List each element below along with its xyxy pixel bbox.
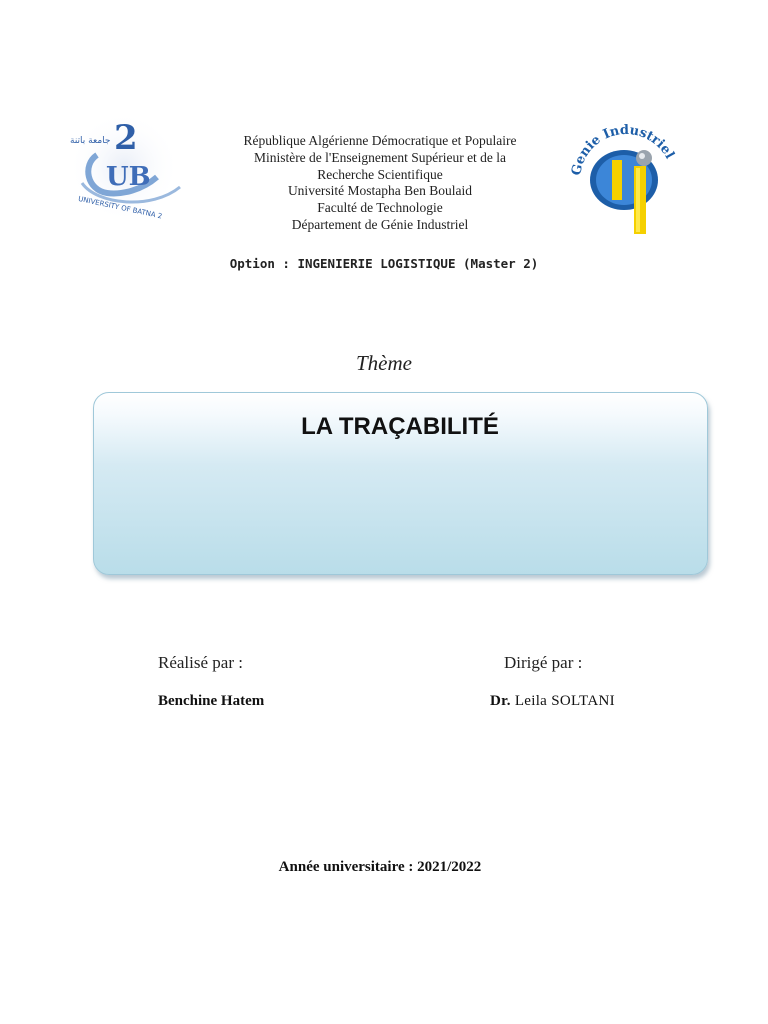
realise-par-label: Réalisé par : <box>158 653 243 672</box>
header-line-department: Département de Génie Industriel <box>291 216 469 232</box>
logo-arc-text: Genie Industriel <box>569 122 677 177</box>
academic-year <box>0 859 760 876</box>
theme-label: Thème <box>356 351 412 375</box>
logo-arabic-text: جامعة باتنة <box>70 136 111 146</box>
header-line-research: Recherche Scientifique <box>317 166 443 182</box>
option-line: Option : INGENIERIE LOGISTIQUE (Master 2) <box>229 256 539 271</box>
logo-numeral: 2 <box>114 118 138 158</box>
university-logo <box>62 105 192 223</box>
institution-header <box>200 133 560 234</box>
header-line-republic: République Algérienne Démocratique et Populaire <box>243 133 517 148</box>
genie-industriel-logo <box>568 118 684 238</box>
supervisor-fullname: Leila SOLTANI <box>514 693 615 709</box>
header-line-faculty: Faculté de Technologie <box>317 200 443 216</box>
supervisor-name <box>490 693 615 710</box>
academic-year-value: 2021/2022 <box>417 859 482 875</box>
logo-initials: UB <box>106 162 151 192</box>
document-title: LA TRAÇABILITÉ <box>301 413 499 440</box>
supervisor-title: Dr. <box>490 693 511 709</box>
academic-year-label: Année universitaire : <box>278 859 414 875</box>
dirige-par-label: Dirigé par : <box>504 653 583 672</box>
header-line-ministry: Ministère de l'Enseignement Supérieur et de la <box>253 149 507 165</box>
student-name: Benchine Hatem <box>158 693 265 709</box>
logo-university-text: UNIVERSITY OF BATNA 2 <box>77 194 163 221</box>
header-line-university: Université Mostapha Ben Boulaid <box>287 183 473 199</box>
